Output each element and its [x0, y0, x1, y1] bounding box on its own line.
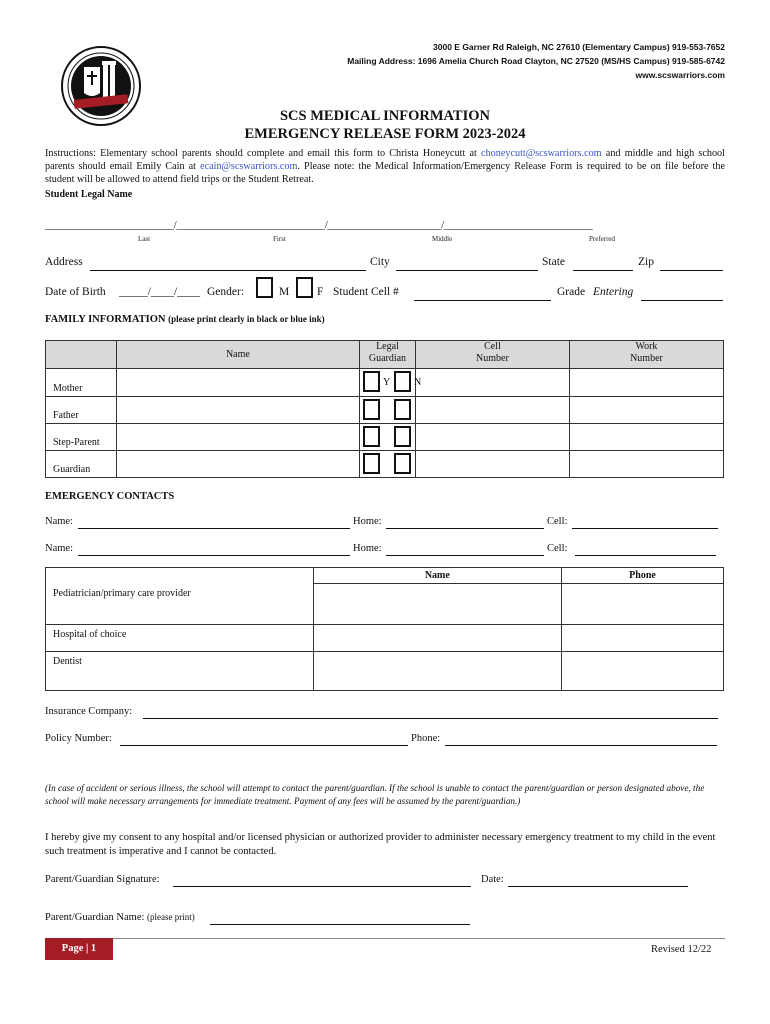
policy-number-label: Policy Number: [45, 733, 112, 744]
student-name-field[interactable]: __________________________/______________________________/_______________________/______________________________ [45, 220, 593, 231]
family-col-cell [415, 341, 569, 369]
row-label-pediatrician: Pediatrician/primary care provider [46, 584, 314, 625]
grade-label: Grade [557, 286, 586, 298]
date-field[interactable] [508, 885, 688, 887]
row-label-step-parent: Step-Parent [46, 424, 117, 451]
sub-label-first: First [273, 235, 286, 243]
guardian-name-cell[interactable] [116, 451, 359, 478]
row-label-father: Father [46, 397, 117, 424]
header-address-line-2: Mailing Address: 1696 Amelia Church Road Clayton, NC 27520 (MS/HS Campus) 919-585-6742 [347, 56, 725, 66]
header-address-line-1: 3000 E Garner Rd Raleigh, NC 27610 (Elementary Campus) 919-553-7652 [433, 42, 725, 52]
signature-label: Parent/Guardian Signature: [45, 874, 160, 885]
grade-field[interactable] [641, 299, 723, 301]
insurance-phone-label: Phone: [411, 733, 441, 744]
guardian-header-2: Guardian [368, 353, 407, 364]
ec1-name-field[interactable] [78, 527, 350, 529]
address-label: Address [45, 256, 83, 268]
providers-table [45, 567, 724, 691]
insurance-company-field[interactable] [143, 717, 718, 719]
work-header-1: Work [635, 341, 658, 352]
student-cell-label: Student Cell # [333, 286, 399, 298]
family-info-title: FAMILY INFORMATION [45, 314, 166, 325]
insurance-company-label: Insurance Company: [45, 706, 133, 717]
state-label: State [542, 256, 565, 268]
student-cell-field[interactable] [414, 299, 551, 301]
guardian-name-label: Parent/Guardian Name: [45, 912, 145, 923]
family-col-name: Name [116, 341, 359, 369]
instructions-text-1: Instructions: Elementary school parents should complete and email this form to Christa Honeycutt at [45, 148, 482, 159]
mother-guardian-no-checkbox[interactable] [394, 371, 411, 392]
dentist-phone-cell[interactable] [561, 652, 723, 691]
mother-work-number[interactable] [569, 369, 723, 397]
instructions-paragraph [45, 147, 725, 186]
sub-label-preferred: Preferred [589, 235, 616, 243]
family-col-guardian [360, 341, 416, 369]
step-parent-guardian-no-checkbox[interactable] [394, 426, 411, 447]
emergency-contacts-heading: EMERGENCY CONTACTS [45, 491, 175, 502]
mother-guardian-yes-checkbox[interactable] [363, 371, 380, 392]
email-link-honeycutt[interactable]: choneycutt@scswarriors.com [481, 148, 602, 159]
sub-label-middle: Middle [432, 235, 453, 243]
providers-col-label [46, 568, 314, 584]
row-label-hospital: Hospital of choice [46, 625, 314, 652]
guardian-name-label-group [45, 912, 195, 923]
accident-note: (In case of accident or serious illness, the school will attempt to contact the parent/guardian. If the school is unable to contact the parent/guardian or person designated above, the school will make necessary arrangements for immediate treatment. Payment of any fees will be assumed by the parent/guardian.) [45, 783, 705, 806]
table-row [46, 397, 724, 424]
header-website: www.scswarriors.com [635, 70, 725, 80]
table-row [46, 625, 724, 652]
instructions-text-3: . Please note: the Medical Information/Emergency Release Form is required to be on file before the student will be allowed to attend field trips or the Student Retreat. [45, 161, 725, 185]
ec1-home-label: Home: [353, 516, 382, 527]
guardian-name-field[interactable] [210, 923, 470, 925]
dentist-name-cell[interactable] [313, 652, 561, 691]
gender-f-checkbox[interactable] [296, 277, 313, 298]
mother-name-cell[interactable] [116, 369, 359, 397]
row-label-mother: Mother [46, 369, 117, 397]
student-legal-name-heading: Student Legal Name [45, 189, 133, 200]
step-parent-work-number[interactable] [569, 424, 723, 451]
grade-entering-label: Entering [593, 286, 634, 298]
zip-field[interactable] [660, 269, 723, 271]
dob-label: Date of Birth [45, 286, 106, 298]
insurance-phone-field[interactable] [445, 744, 717, 746]
table-row [46, 424, 724, 451]
form-title-line-1: SCS MEDICAL INFORMATION [279, 108, 490, 124]
no-label: N [414, 377, 422, 388]
guardian-guardian-no-checkbox[interactable] [394, 453, 411, 474]
gender-label: Gender: [207, 286, 245, 298]
address-field[interactable] [90, 269, 366, 271]
consent-statement: I hereby give my consent to any hospital and/or licensed physician or authorized provider to administer necessary emergency treatment to my child in the event such treatment is imperative and I cannot be contacted. [45, 832, 716, 857]
family-col-work [569, 341, 723, 369]
signature-field[interactable] [173, 885, 471, 887]
city-label: City [370, 256, 390, 268]
step-parent-guardian-yes-checkbox[interactable] [363, 426, 380, 447]
ec1-name-label: Name: [45, 516, 73, 527]
ec2-home-field[interactable] [386, 554, 544, 556]
ec1-cell-field[interactable] [572, 527, 718, 529]
father-name-cell[interactable] [116, 397, 359, 424]
providers-col-name: Name [313, 568, 561, 584]
father-guardian-yes-checkbox[interactable] [363, 399, 380, 420]
hospital-name-cell[interactable] [313, 625, 561, 652]
family-col-label [46, 341, 117, 369]
ec2-home-label: Home: [353, 543, 382, 554]
ec2-name-field[interactable] [78, 554, 350, 556]
ec2-cell-field[interactable] [575, 554, 716, 556]
yes-label: Y [383, 377, 391, 388]
dob-field[interactable]: _____/____/____ [119, 286, 201, 298]
mother-cell-number[interactable] [415, 369, 569, 397]
guardian-cell-number[interactable] [415, 451, 569, 478]
date-label: Date: [481, 874, 504, 885]
gender-m-checkbox[interactable] [256, 277, 273, 298]
step-parent-cell-number[interactable] [415, 424, 569, 451]
pediatrician-phone-cell[interactable] [561, 584, 723, 625]
gender-m-label: M [279, 286, 290, 298]
row-label-dentist: Dentist [46, 652, 314, 691]
page-number-badge: Page | 1 [45, 938, 113, 960]
state-field[interactable] [573, 269, 633, 271]
guardian-work-number[interactable] [569, 451, 723, 478]
guardian-name-note: (please print) [147, 912, 195, 922]
ec2-name-label: Name: [45, 543, 73, 554]
table-row [46, 652, 724, 691]
footer-divider [113, 938, 725, 939]
providers-col-phone: Phone [561, 568, 723, 584]
ec1-home-field[interactable] [386, 527, 544, 529]
form-title-line-2: EMERGENCY RELEASE FORM 2023-2024 [244, 126, 526, 142]
father-work-number[interactable] [569, 397, 723, 424]
ec1-cell-label: Cell: [547, 516, 568, 527]
family-info-heading [45, 314, 325, 325]
ec2-cell-label: Cell: [547, 543, 568, 554]
gender-f-label: F [317, 286, 324, 298]
guardian-guardian-yes-checkbox[interactable] [363, 453, 380, 474]
cell-header-2: Number [476, 353, 509, 364]
revised-date: Revised 12/22 [651, 944, 712, 955]
guardian-header-1: Legal [376, 341, 399, 352]
father-guardian-no-checkbox[interactable] [394, 399, 411, 420]
city-field[interactable] [396, 269, 538, 271]
sub-label-last: Last [138, 235, 151, 243]
policy-number-field[interactable] [120, 744, 408, 746]
cell-header-1: Cell [484, 341, 501, 352]
table-row [46, 451, 724, 478]
family-table [45, 340, 724, 478]
hospital-phone-cell[interactable] [561, 625, 723, 652]
work-header-2: Number [630, 353, 663, 364]
zip-label: Zip [638, 256, 654, 268]
table-row [46, 584, 724, 625]
email-link-cain[interactable]: ecain@scswarriors.com [200, 161, 298, 172]
father-cell-number[interactable] [415, 397, 569, 424]
pediatrician-name-cell[interactable] [313, 584, 561, 625]
instructions-text-2: and middle and high school parents should email Emily Cain at [45, 148, 725, 172]
row-label-guardian: Guardian [46, 451, 117, 478]
step-parent-name-cell[interactable] [116, 424, 359, 451]
family-info-note: (please print clearly in black or blue ink) [168, 314, 325, 324]
